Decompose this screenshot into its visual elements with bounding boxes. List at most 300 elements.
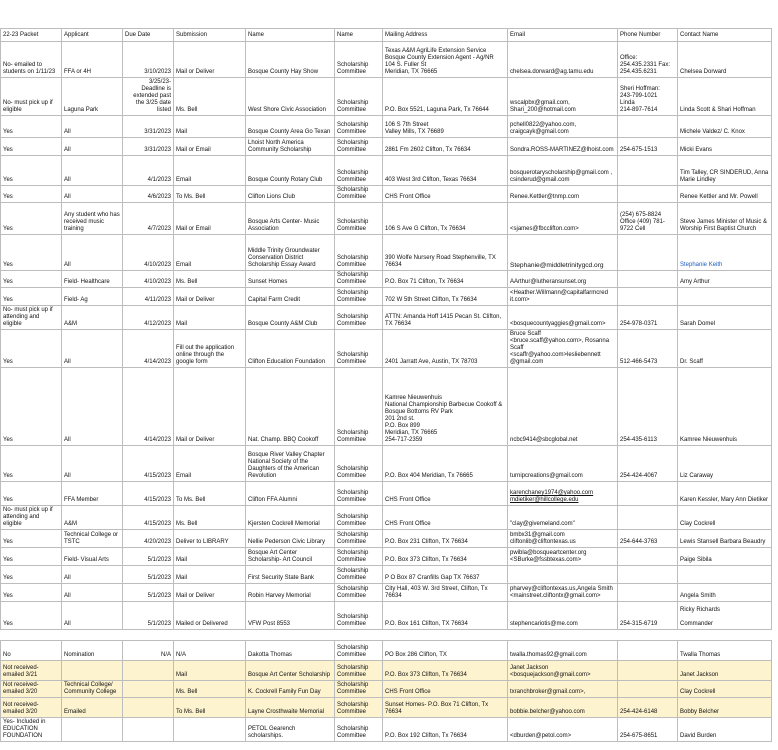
cell-name[interactable]: Layne Crosthwaite Memorial bbox=[246, 698, 335, 718]
cell-due-date[interactable]: 4/10/2023 bbox=[123, 235, 174, 271]
table-row bbox=[1, 288, 772, 306]
cell-submission[interactable] bbox=[174, 718, 246, 742]
cell-email[interactable]: stephencariotis@me.com bbox=[508, 602, 618, 630]
cell-committee[interactable]: Scholarship Committee bbox=[335, 584, 383, 602]
cell-applicant[interactable]: FFA or 4H bbox=[62, 42, 123, 78]
cell-applicant[interactable]: A&M bbox=[62, 506, 123, 530]
cell-packet[interactable]: Yes bbox=[1, 482, 62, 506]
spacer-cell bbox=[1, 630, 772, 641]
cell-contact[interactable]: Janet Jackson bbox=[678, 661, 772, 681]
cell-contact[interactable]: Clay Cockrell bbox=[678, 681, 772, 698]
cell-contact[interactable]: Micki Evans bbox=[678, 138, 772, 156]
cell-name[interactable]: Bosque County Rotary Club bbox=[246, 156, 335, 186]
cell-committee[interactable]: Scholarship Committee bbox=[335, 446, 383, 482]
table-row bbox=[1, 602, 772, 630]
cell-address[interactable]: P.O. Box 373 Clifton, Tx 76634 bbox=[383, 661, 508, 681]
cell-packet[interactable]: Yes bbox=[1, 446, 62, 482]
cell-submission[interactable]: Mail or Deliver bbox=[174, 288, 246, 306]
cell-committee[interactable]: Scholarship Committee bbox=[335, 482, 383, 506]
cell-submission[interactable]: Email bbox=[174, 446, 246, 482]
cell-phone[interactable] bbox=[618, 116, 678, 138]
cell-email[interactable]: bobbie.belcher@yahoo.com bbox=[508, 698, 618, 718]
cell-address[interactable]: P.O. Box 5521, Laguna Park, Tx 76644 bbox=[383, 78, 508, 116]
cell-due-date[interactable]: 4/15/2023 bbox=[123, 482, 174, 506]
table-row bbox=[1, 698, 772, 718]
cell-email[interactable]: ncbc9414@sbcglobal.net bbox=[508, 368, 618, 446]
cell-email[interactable]: karenchaney1974@yahoo.com mdietiker@hillcollege.edu bbox=[508, 482, 618, 506]
cell-due-date[interactable]: 5/1/2023 bbox=[123, 548, 174, 566]
cell-packet[interactable]: No bbox=[1, 641, 62, 661]
cell-address[interactable]: CHS Front Office bbox=[383, 506, 508, 530]
cell-committee[interactable]: Scholarship Committee bbox=[335, 698, 383, 718]
cell-name[interactable]: Nat. Champ. BBQ Cookoff bbox=[246, 368, 335, 446]
cell-submission[interactable]: Email bbox=[174, 235, 246, 271]
cell-name[interactable]: Bosque Art Center Scholarship- Art Council bbox=[246, 548, 335, 566]
table-row bbox=[1, 42, 772, 78]
cell-packet[interactable]: Yes bbox=[1, 288, 62, 306]
cell-address[interactable]: CHS Front Office bbox=[383, 681, 508, 698]
cell-due-date[interactable]: 3/25/23- Deadline is extended past the 3/25 date listed bbox=[123, 78, 174, 116]
table-body-lower bbox=[1, 630, 772, 742]
table-row bbox=[1, 584, 772, 602]
cell-name[interactable]: VFW Post 8553 bbox=[246, 602, 335, 630]
cell-submission[interactable]: Mail or Deliver bbox=[174, 42, 246, 78]
cell-address[interactable]: Kamree Nieuwenhuis National Championship Barbecue Cookoff & Bosque Bottoms RV Park 201 2nd st. P.O. Box 899 Meridian, TX 76665 254-717-2359 bbox=[383, 368, 508, 446]
cell-committee[interactable]: Scholarship Committee bbox=[335, 306, 383, 330]
cell-email[interactable]: Bruce Scaff <bruce.scaff@yahoo.com>, Rosanna Scaff <scaffr@yahoo.com>lesliebennett @gmail.com bbox=[508, 330, 618, 368]
cell-name[interactable]: Bosque County A&M Club bbox=[246, 306, 335, 330]
cell-committee[interactable]: Scholarship Committee bbox=[335, 530, 383, 548]
header-row bbox=[1, 29, 772, 42]
table-row bbox=[1, 548, 772, 566]
cell-due-date[interactable]: 4/1/2023 bbox=[123, 156, 174, 186]
cell-email[interactable]: <bosquecountyaggies@gmail.com> bbox=[508, 306, 618, 330]
cell-email[interactable]: twalla.thomas92@gmail.com bbox=[508, 641, 618, 661]
cell-committee[interactable]: Scholarship Committee bbox=[335, 203, 383, 235]
cell-applicant[interactable]: Laguna Park bbox=[62, 78, 123, 116]
cell-name[interactable]: Capital Farm Credit bbox=[246, 288, 335, 306]
cell-address[interactable]: P.O. Box 161 Clifton, TX 76634 bbox=[383, 602, 508, 630]
col-header-submission[interactable]: Submission bbox=[174, 29, 246, 42]
cell-applicant[interactable]: Emailed bbox=[62, 698, 123, 718]
cell-committee[interactable]: Scholarship Committee bbox=[335, 661, 383, 681]
cell-submission[interactable]: Mail or Email bbox=[174, 138, 246, 156]
cell-address[interactable]: 702 W 5th Street Clifton, Tx 76634 bbox=[383, 288, 508, 306]
table-row bbox=[1, 235, 772, 271]
cell-name[interactable]: Clifton Lions Club bbox=[246, 186, 335, 203]
cell-name[interactable]: Robin Harvey Memorial bbox=[246, 584, 335, 602]
cell-email[interactable]: pchell0822@yahoo.com, craigcayk@gmail.com bbox=[508, 116, 618, 138]
cell-submission[interactable]: Mail or Email bbox=[174, 203, 246, 235]
cell-email[interactable]: bosquerotaryscholarship@gmail.com , csinderud@gmail.com bbox=[508, 156, 618, 186]
cell-contact[interactable]: Ricky Richards Commander bbox=[678, 602, 772, 630]
col-header-due-date[interactable]: Due Date bbox=[123, 29, 174, 42]
cell-contact[interactable]: Kamree Nieuwenhuis bbox=[678, 368, 772, 446]
cell-packet[interactable]: Yes bbox=[1, 203, 62, 235]
cell-name[interactable]: First Security State Bank bbox=[246, 566, 335, 584]
cell-phone[interactable]: 254-315-6719 bbox=[618, 602, 678, 630]
cell-phone[interactable] bbox=[618, 566, 678, 584]
cell-packet[interactable]: Yes bbox=[1, 566, 62, 584]
table-row bbox=[1, 530, 772, 548]
cell-committee[interactable]: Scholarship Committee bbox=[335, 156, 383, 186]
col-header-name-2[interactable]: Name bbox=[335, 29, 383, 42]
cell-name[interactable]: Bosque County Area Go Texan bbox=[246, 116, 335, 138]
cell-packet[interactable]: Yes bbox=[1, 602, 62, 630]
table-row bbox=[1, 446, 772, 482]
cell-applicant[interactable]: A&M bbox=[62, 306, 123, 330]
cell-address[interactable]: P.O. Box 71 Clifton, Tx 76634 bbox=[383, 271, 508, 288]
cell-submission[interactable]: Mailed or Delivered bbox=[174, 602, 246, 630]
cell-packet[interactable]: Yes bbox=[1, 330, 62, 368]
cell-submission[interactable]: Email bbox=[174, 156, 246, 186]
cell-name[interactable]: Bosque Arts Center- Music Association bbox=[246, 203, 335, 235]
cell-address[interactable]: 390 Wolfe Nursery Road Stephenville, TX 76634 bbox=[383, 235, 508, 271]
cell-committee[interactable]: Scholarship Committee bbox=[335, 78, 383, 116]
cell-email[interactable]: <sjames@fbcclifton.com> bbox=[508, 203, 618, 235]
cell-applicant[interactable]: Field- Healthcare bbox=[62, 271, 123, 288]
cell-email[interactable]: Janet Jackson <bosquejackson@gmail.com> bbox=[508, 661, 618, 681]
cell-phone[interactable]: Sheri Hoffman: 243-799-1021 Linda 214-897-7614 bbox=[618, 78, 678, 116]
col-header-email[interactable]: Email bbox=[508, 29, 618, 42]
cell-committee[interactable]: Scholarship Committee bbox=[335, 330, 383, 368]
cell-committee[interactable]: Scholarship Committee bbox=[335, 288, 383, 306]
cell-phone[interactable] bbox=[618, 156, 678, 186]
cell-name[interactable]: Sunset Homes bbox=[246, 271, 335, 288]
cell-submission[interactable]: Fill out the application online through the google form bbox=[174, 330, 246, 368]
cell-applicant[interactable]: Technical College or TSTC bbox=[62, 530, 123, 548]
cell-contact[interactable]: Sarah Domel bbox=[678, 306, 772, 330]
cell-email[interactable]: AArthur@lutheransunset.org bbox=[508, 271, 618, 288]
cell-packet[interactable]: No- must pick up if attending and eligible bbox=[1, 506, 62, 530]
cell-phone[interactable] bbox=[618, 235, 678, 271]
cell-name[interactable]: Bosque County Hay Show bbox=[246, 42, 335, 78]
cell-phone[interactable]: 254-424-4067 bbox=[618, 446, 678, 482]
cell-packet[interactable]: No- must pick up if eligible bbox=[1, 78, 62, 116]
table-row bbox=[1, 681, 772, 698]
cell-contact[interactable]: David Burden bbox=[678, 718, 772, 742]
table-row bbox=[1, 368, 772, 446]
cell-packet[interactable]: Yes bbox=[1, 156, 62, 186]
cell-phone[interactable] bbox=[618, 548, 678, 566]
cell-committee[interactable]: Scholarship Committee bbox=[335, 566, 383, 584]
table-row bbox=[1, 482, 772, 506]
cell-address[interactable]: PO Box 286 Clifton, TX bbox=[383, 641, 508, 661]
cell-committee[interactable]: Scholarship Committee bbox=[335, 235, 383, 271]
cell-packet[interactable]: No- must pick up if attending and eligible bbox=[1, 306, 62, 330]
cell-submission[interactable]: Ms. Bell bbox=[174, 271, 246, 288]
cell-name[interactable]: Kjersten Cockrell Memorial bbox=[246, 506, 335, 530]
cell-applicant[interactable]: All bbox=[62, 116, 123, 138]
col-header-contact[interactable]: Contact Name bbox=[678, 29, 772, 42]
cell-phone[interactable]: 254-424-6148 bbox=[618, 698, 678, 718]
table-row bbox=[1, 78, 772, 116]
cell-phone[interactable]: (254) 675-8824 Office (409) 781-9722 Cell bbox=[618, 203, 678, 235]
table-body bbox=[1, 42, 772, 630]
cell-address[interactable]: 2401 Jarratt Ave, Austin, TX 78703 bbox=[383, 330, 508, 368]
cell-name[interactable]: Bosque Art Center Scholarship bbox=[246, 661, 335, 681]
table-row bbox=[1, 203, 772, 235]
cell-phone[interactable] bbox=[618, 641, 678, 661]
cell-applicant[interactable]: All bbox=[62, 156, 123, 186]
cell-email[interactable]: "clay@givemeland.com" bbox=[508, 506, 618, 530]
cell-phone[interactable] bbox=[618, 186, 678, 203]
table-row bbox=[1, 156, 772, 186]
cell-contact[interactable]: Angela Smith bbox=[678, 584, 772, 602]
cell-email[interactable]: <dburden@petol.com> bbox=[508, 718, 618, 742]
cell-committee[interactable]: Scholarship Committee bbox=[335, 271, 383, 288]
cell-name[interactable]: PETOL Gearench scholarships. bbox=[246, 718, 335, 742]
cell-phone[interactable] bbox=[618, 661, 678, 681]
cell-submission[interactable]: N/A bbox=[174, 641, 246, 661]
cell-contact[interactable]: Dr. Scaff bbox=[678, 330, 772, 368]
cell-contact[interactable]: Tim Talley, CR SINDERUD, Anna Marie Lindley bbox=[678, 156, 772, 186]
cell-applicant[interactable]: All bbox=[62, 584, 123, 602]
cell-due-date[interactable]: 4/12/2023 bbox=[123, 306, 174, 330]
table-row bbox=[1, 138, 772, 156]
scholarship-table bbox=[0, 28, 772, 742]
cell-email[interactable]: <Heather.Willmann@capitalfarmcred it.com> bbox=[508, 288, 618, 306]
cell-due-date[interactable] bbox=[123, 681, 174, 698]
cell-phone[interactable] bbox=[618, 506, 678, 530]
cell-contact[interactable]: Renee Kettler and Mr. Powell bbox=[678, 186, 772, 203]
cell-committee[interactable]: Scholarship Committee bbox=[335, 641, 383, 661]
cell-email[interactable]: wscalpbx@gmail.com, Shari_200@hotmail.com bbox=[508, 78, 618, 116]
cell-contact[interactable]: Paige Sibila bbox=[678, 548, 772, 566]
spreadsheet bbox=[0, 28, 778, 742]
cell-name[interactable]: Middle Trinity Groundwater Conservation District Scholarship Essay Award bbox=[246, 235, 335, 271]
table-row bbox=[1, 661, 772, 681]
cell-address[interactable]: ATTN: Amanda Hoff 1415 Pecan St. Clifton, TX 76634 bbox=[383, 306, 508, 330]
cell-address[interactable]: CHS Front Office bbox=[383, 482, 508, 506]
cell-applicant[interactable] bbox=[62, 718, 123, 742]
cell-applicant[interactable]: All bbox=[62, 602, 123, 630]
cell-address[interactable]: P.O. Box 373 Clifton, Tx 76634 bbox=[383, 548, 508, 566]
cell-contact[interactable]: Steve James Minister of Music & Worship First Baptist Church bbox=[678, 203, 772, 235]
cell-name[interactable]: Bosque River Valley Chapter National Society of the Daughters of the American Revolution bbox=[246, 446, 335, 482]
cell-due-date[interactable]: 4/14/2023 bbox=[123, 368, 174, 446]
cell-address[interactable]: P O Box 87 Cranfills Gap TX 76637 bbox=[383, 566, 508, 584]
cell-applicant[interactable] bbox=[62, 661, 123, 681]
cell-due-date[interactable] bbox=[123, 718, 174, 742]
cell-submission[interactable]: Ms. Bell bbox=[174, 78, 246, 116]
table-row bbox=[1, 186, 772, 203]
cell-applicant[interactable]: All bbox=[62, 186, 123, 203]
cell-packet[interactable]: Yes bbox=[1, 271, 62, 288]
cell-address[interactable]: P.O. Box 404 Meridian, Tx 76665 bbox=[383, 446, 508, 482]
cell-submission[interactable]: Ms. Bell bbox=[174, 681, 246, 698]
cell-phone[interactable]: 512-466-5473 bbox=[618, 330, 678, 368]
cell-address[interactable]: P.O. Box 192 Clifton, Tx 76634 bbox=[383, 718, 508, 742]
cell-email[interactable] bbox=[508, 566, 618, 584]
cell-contact[interactable]: Liz Caraway bbox=[678, 446, 772, 482]
cell-contact[interactable]: Twalla Thomas bbox=[678, 641, 772, 661]
col-header-mailing-address[interactable]: Mailing Address bbox=[383, 29, 508, 42]
cell-address[interactable]: Texas A&M AgriLife Extension Service Bosque County Extension Agent - Ag/NR 104 S. Fuller St Meridian, TX 76665 bbox=[383, 42, 508, 78]
cell-packet[interactable]: Yes bbox=[1, 584, 62, 602]
cell-packet[interactable]: Not received- emailed 3/20 bbox=[1, 681, 62, 698]
cell-name[interactable]: K. Cockrell Family Fun Day bbox=[246, 681, 335, 698]
cell-contact[interactable]: Lewis Stansell Barbara Beaudry bbox=[678, 530, 772, 548]
cell-phone[interactable]: 254-435-6113 bbox=[618, 368, 678, 446]
cell-phone[interactable] bbox=[618, 271, 678, 288]
cell-name[interactable]: West Shore Civic Association bbox=[246, 78, 335, 116]
cell-contact[interactable]: Stephanie Keith bbox=[678, 235, 772, 271]
cell-committee[interactable]: Scholarship Committee bbox=[335, 506, 383, 530]
table-row bbox=[1, 506, 772, 530]
cell-submission[interactable]: Mail bbox=[174, 661, 246, 681]
cell-applicant[interactable]: FFA Member bbox=[62, 482, 123, 506]
cell-committee[interactable]: Scholarship Committee bbox=[335, 42, 383, 78]
cell-applicant[interactable]: Field- Visual Arts bbox=[62, 548, 123, 566]
cell-phone[interactable] bbox=[618, 584, 678, 602]
col-header-phone[interactable]: Phone Number bbox=[618, 29, 678, 42]
cell-email[interactable]: pharvey@cliftontexas.us,Angela Smith <mainstreet.cliftontx@gmail.com> bbox=[508, 584, 618, 602]
cell-applicant[interactable]: Nomination bbox=[62, 641, 123, 661]
cell-email[interactable]: Stephanie@middletrinitygcd.org bbox=[508, 235, 618, 271]
cell-email[interactable]: txranchbroker@gmail.com>, bbox=[508, 681, 618, 698]
cell-name[interactable]: Clifton FFA Alumni bbox=[246, 482, 335, 506]
cell-phone[interactable] bbox=[618, 681, 678, 698]
cell-due-date[interactable]: 3/31/2023 bbox=[123, 116, 174, 138]
col-header-packet[interactable]: 22-23 Packet bbox=[1, 29, 62, 42]
cell-due-date[interactable]: 5/1/2023 bbox=[123, 566, 174, 584]
cell-packet[interactable]: Yes bbox=[1, 116, 62, 138]
cell-packet[interactable]: Yes bbox=[1, 235, 62, 271]
cell-packet[interactable]: Yes bbox=[1, 548, 62, 566]
cell-packet[interactable]: Yes bbox=[1, 530, 62, 548]
cell-applicant[interactable]: Field- Ag bbox=[62, 288, 123, 306]
cell-phone[interactable]: 254-978-0371 bbox=[618, 306, 678, 330]
cell-email[interactable]: chelsea.dorward@ag.tamu.edu bbox=[508, 42, 618, 78]
cell-name[interactable]: Clifton Education Foundation bbox=[246, 330, 335, 368]
cell-contact[interactable]: Amy Arthur bbox=[678, 271, 772, 288]
cell-contact[interactable]: Bobby Belcher bbox=[678, 698, 772, 718]
cell-phone[interactable]: 254-644-3763 bbox=[618, 530, 678, 548]
cell-applicant[interactable]: Technical College/ Community College bbox=[62, 681, 123, 698]
cell-address[interactable]: 2861 Fm 2602 Clifton, Tx 76634 bbox=[383, 138, 508, 156]
cell-packet[interactable]: Yes bbox=[1, 368, 62, 446]
cell-contact[interactable]: Karen Kessler, Mary Ann Dietiker bbox=[678, 482, 772, 506]
cell-applicant[interactable]: Any student who has received music training bbox=[62, 203, 123, 235]
cell-phone[interactable]: 254-675-1513 bbox=[618, 138, 678, 156]
cell-committee[interactable]: Scholarship Committee bbox=[335, 368, 383, 446]
cell-due-date[interactable]: 4/15/2023 bbox=[123, 506, 174, 530]
cell-due-date[interactable]: 4/14/2023 bbox=[123, 330, 174, 368]
cell-email[interactable]: turnipcreations@gmail.com bbox=[508, 446, 618, 482]
cell-submission[interactable]: Mail or Deliver bbox=[174, 368, 246, 446]
cell-submission[interactable]: Mail bbox=[174, 116, 246, 138]
cell-applicant[interactable]: All bbox=[62, 330, 123, 368]
cell-contact[interactable]: Chelsea Dorward bbox=[678, 42, 772, 78]
col-header-applicant[interactable]: Applicant bbox=[62, 29, 123, 42]
cell-submission[interactable]: To Ms. Bell bbox=[174, 482, 246, 506]
cell-email[interactable]: bmbx31@gmail.com cliftonlib@cliftontexas.us bbox=[508, 530, 618, 548]
cell-phone[interactable]: Office: 254.435.2331 Fax: 254.435.6231 bbox=[618, 42, 678, 78]
cell-submission[interactable]: Mail bbox=[174, 548, 246, 566]
cell-packet[interactable]: Not received- emailed 3/20 bbox=[1, 698, 62, 718]
cell-phone[interactable] bbox=[618, 482, 678, 506]
cell-contact[interactable]: Michele Valdez/ C. Knox bbox=[678, 116, 772, 138]
cell-address[interactable]: CHS Front Office bbox=[383, 186, 508, 203]
cell-committee[interactable]: Scholarship Committee bbox=[335, 548, 383, 566]
cell-name[interactable]: Lhoist North America Community Scholarship bbox=[246, 138, 335, 156]
cell-applicant[interactable]: All bbox=[62, 138, 123, 156]
cell-applicant[interactable]: All bbox=[62, 368, 123, 446]
cell-address[interactable]: Sunset Homes- P.O. Box 71 Clifton, Tx 76634 bbox=[383, 698, 508, 718]
cell-applicant[interactable]: All bbox=[62, 566, 123, 584]
cell-submission[interactable]: Ms. Bell bbox=[174, 506, 246, 530]
cell-packet[interactable]: Yes bbox=[1, 186, 62, 203]
cell-due-date[interactable]: 4/10/2023 bbox=[123, 271, 174, 288]
cell-applicant[interactable]: All bbox=[62, 235, 123, 271]
cell-submission[interactable]: To Ms. Bell bbox=[174, 698, 246, 718]
table-row bbox=[1, 306, 772, 330]
cell-committee[interactable]: Scholarship Committee bbox=[335, 602, 383, 630]
cell-applicant[interactable]: All bbox=[62, 446, 123, 482]
table-row bbox=[1, 718, 772, 742]
cell-due-date[interactable]: 4/20/2023 bbox=[123, 530, 174, 548]
cell-address[interactable]: 403 West 3rd Clifton, Texas 76634 bbox=[383, 156, 508, 186]
cell-due-date[interactable]: 4/7/2023 bbox=[123, 203, 174, 235]
cell-due-date[interactable]: 5/1/2023 bbox=[123, 602, 174, 630]
table-row bbox=[1, 641, 772, 661]
cell-email[interactable]: Sondra.ROSS-MARTINEZ@lhoist.com bbox=[508, 138, 618, 156]
cell-contact[interactable] bbox=[678, 566, 772, 584]
cell-due-date[interactable]: 4/11/2023 bbox=[123, 288, 174, 306]
cell-phone[interactable] bbox=[618, 288, 678, 306]
cell-name[interactable]: Dakotta Thomas bbox=[246, 641, 335, 661]
cell-committee[interactable]: Scholarship Committee bbox=[335, 681, 383, 698]
cell-name[interactable]: Nellie Pederson Civic Library bbox=[246, 530, 335, 548]
cell-address[interactable]: 106 S 7th Street Valley Mills, TX 76689 bbox=[383, 116, 508, 138]
cell-committee[interactable]: Scholarship Committee bbox=[335, 718, 383, 742]
cell-due-date[interactable]: 4/6/2023 bbox=[123, 186, 174, 203]
table-row bbox=[1, 116, 772, 138]
cell-packet[interactable]: Not received- emailed 3/21 bbox=[1, 661, 62, 681]
cell-submission[interactable]: Mail or Deliver bbox=[174, 584, 246, 602]
col-header-name[interactable]: Name bbox=[246, 29, 335, 42]
cell-packet[interactable]: No- emailed to students on 1/11/23 bbox=[1, 42, 62, 78]
cell-address[interactable]: P.O. Box 231 Clifton, TX 76634 bbox=[383, 530, 508, 548]
cell-contact[interactable] bbox=[678, 288, 772, 306]
cell-address[interactable]: City Hall, 403 W. 3rd Street, Clifton, Tx 76634 bbox=[383, 584, 508, 602]
cell-email[interactable]: pwibla@bosqueartcenter.org <SBurke@fssbtexas.com> bbox=[508, 548, 618, 566]
cell-due-date[interactable]: 3/10/2023 bbox=[123, 42, 174, 78]
cell-committee[interactable]: Scholarship Committee bbox=[335, 186, 383, 203]
cell-address[interactable]: 106 S Ave G Clifton, Tx 76634 bbox=[383, 203, 508, 235]
cell-due-date[interactable]: 3/31/2023 bbox=[123, 138, 174, 156]
cell-due-date[interactable]: N/A bbox=[123, 641, 174, 661]
cell-packet[interactable]: Yes- Included in EDUCATION FOUNDATION bbox=[1, 718, 62, 742]
cell-phone[interactable]: 254-675-8651 bbox=[618, 718, 678, 742]
cell-submission[interactable]: Mail bbox=[174, 566, 246, 584]
cell-submission[interactable]: To Ms. Bell bbox=[174, 186, 246, 203]
cell-submission[interactable]: Deliver to LIBRARY bbox=[174, 530, 246, 548]
cell-submission[interactable]: Mail bbox=[174, 306, 246, 330]
cell-packet[interactable]: Yes bbox=[1, 138, 62, 156]
cell-contact[interactable]: Linda Scott & Shari Hoffman bbox=[678, 78, 772, 116]
cell-due-date[interactable]: 4/15/2023 bbox=[123, 446, 174, 482]
cell-committee[interactable]: Scholarship Committee bbox=[335, 138, 383, 156]
cell-email[interactable]: Renee.Kettler@tnmp.com bbox=[508, 186, 618, 203]
spacer-row bbox=[1, 630, 772, 641]
cell-due-date[interactable] bbox=[123, 698, 174, 718]
cell-committee[interactable]: Scholarship Committee bbox=[335, 116, 383, 138]
cell-due-date[interactable]: 5/1/2023 bbox=[123, 584, 174, 602]
cell-contact[interactable]: Clay Cockrell bbox=[678, 506, 772, 530]
cell-due-date[interactable] bbox=[123, 661, 174, 681]
